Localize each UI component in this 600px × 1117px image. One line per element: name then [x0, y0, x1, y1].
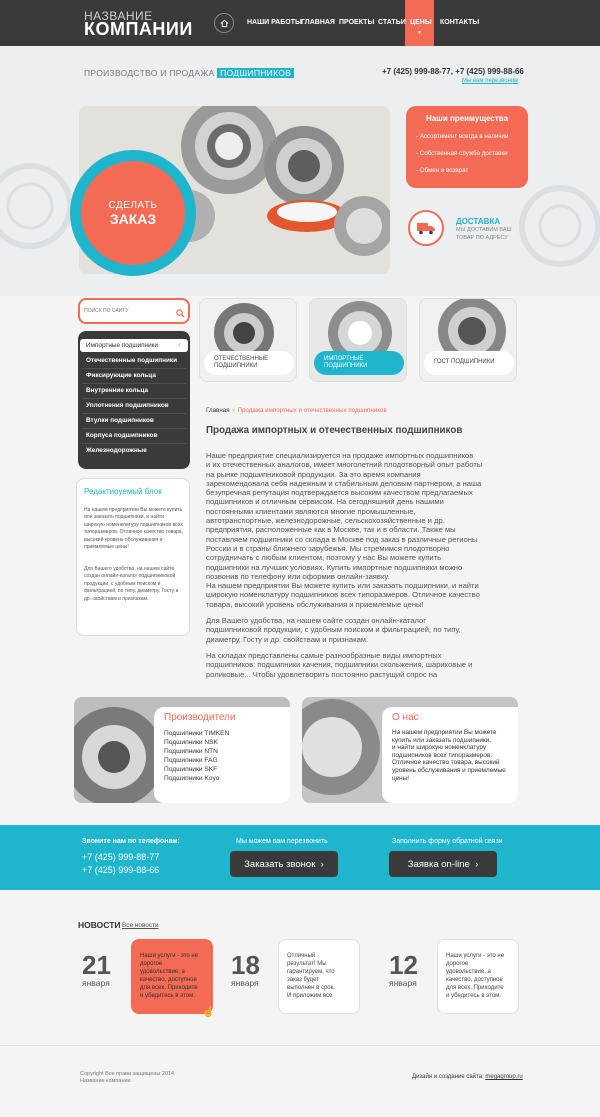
about-text: На нашем предприятии Вы можете купить или заказать подшипники, и найти широкую номенклатуру подшипников всех типоразмеров. Отличное качество товара, высокий уровень обслуживания и приемлемые цены!	[392, 729, 506, 782]
advantage-item: - Собственная служба доставки	[416, 150, 508, 157]
tagline: ПРОИЗВОДСТВО И ПРОДАЖА ПОДШИПНИКОВ	[84, 68, 294, 78]
manufacturer-link[interactable]: Подшипники Koyo	[164, 775, 220, 782]
nav-prices[interactable]: ЦЕНЫ	[410, 19, 432, 26]
callback-link[interactable]: Мы вам перезвоним	[462, 78, 519, 84]
catalog-item-inner-rings[interactable]: Внутренние кольца	[86, 387, 149, 394]
catalog-item-seals[interactable]: Уплотнения подшипников	[86, 402, 169, 409]
news-month: января	[82, 978, 110, 988]
advantages-panel	[406, 106, 528, 188]
manufacturer-link[interactable]: Подшипники NSK	[164, 739, 218, 746]
news-month: января	[231, 978, 259, 988]
catalog-item-housings[interactable]: Корпуса подшипников	[86, 432, 158, 439]
bar-phone: +7 (425) 999-88-77	[82, 852, 160, 862]
delivery-title[interactable]: ДОСТАВКА	[456, 217, 501, 226]
advantage-item: - Ассортимент всегда в наличии	[416, 133, 509, 140]
manufacturer-link[interactable]: Подшипники FAG	[164, 757, 218, 764]
news-month: января	[389, 978, 417, 988]
cursor-hand-icon: ☝	[202, 1007, 215, 1018]
we-call-label: Мы можем вам перезвонить	[236, 838, 328, 845]
bar-phone: +7 (425) 999-88-66	[82, 865, 160, 875]
manufacturer-link[interactable]: Подшипники SKF	[164, 766, 218, 773]
footer-divider	[0, 1045, 600, 1046]
news-title: НОВОСТИ	[78, 920, 121, 930]
nav-home[interactable]: ГЛАВНАЯ	[301, 19, 335, 26]
chevron-right-icon: ›	[475, 858, 479, 870]
manufacturer-link[interactable]: Подшипники TIMKEN	[164, 730, 230, 737]
company-name: Название компании	[80, 1078, 131, 1084]
article-paragraph: На нашем предприятии Вы можете купить или заказать подшипники, и найти широкую номенклатуру подшипников всех типоразмеров. Отличное качество товара, высокий уровень обслуживания и приемлемые цены!	[206, 581, 480, 609]
manufacturer-link[interactable]: Подшипники NTN	[164, 748, 218, 755]
page-title: Продажа импортных и отечественных подшипников	[206, 425, 463, 436]
order-label-1: СДЕЛАТЬ	[108, 199, 158, 211]
article-paragraph: Для Вашего удобства, на нашем сайте создан онлайн-каталог подшипниковой продукции, с удобным поиском и фильтрацией, по типу, диаметру, Госту и др. свойствам и признакам.	[206, 616, 461, 644]
search-input[interactable]	[84, 304, 172, 318]
header-phones: +7 (425) 999-88-77, +7 (425) 999-88-66	[382, 67, 524, 76]
chevron-right-icon: ›	[320, 858, 324, 870]
delivery-desc: МЫ ДОСТАВИМ ВАШ	[456, 227, 512, 233]
divider	[82, 413, 186, 414]
all-news-link[interactable]: Все новости	[122, 922, 159, 929]
news-item[interactable]: Отличный результат! Мы гарантируем, что заказ будет выполнен в срок. И приложим все	[278, 939, 360, 1014]
order-call-button[interactable]: Заказать звонок ›	[230, 851, 338, 877]
news-item[interactable]: Наши услуги - это не дорогое удовольствие, а качество, доступное для всех. Приходите и убедитесь в этом.	[131, 939, 213, 1014]
divider	[82, 428, 186, 429]
product-label: ОТЕЧЕСТВЕННЫЕ ПОДШИПНИКИ	[204, 351, 294, 375]
form-label: Заполнить форму обратной связи	[392, 838, 503, 845]
divider	[82, 368, 186, 369]
catalog-item-fixing-rings[interactable]: Фиксирующие кольца	[86, 372, 156, 379]
delivery-desc: ТОВАР ПО АДРЕСУ	[456, 235, 508, 241]
truck-icon	[408, 210, 444, 246]
product-label: ГОСТ ПОДШИПНИКИ	[424, 351, 514, 375]
about-card	[302, 697, 518, 803]
nav-contacts[interactable]: КОНТАКТЫ	[440, 19, 480, 26]
nav-our-works[interactable]: НАШИ РАБОТЫ	[247, 19, 302, 26]
breadcrumb-current: Продажа импортных и отечественных подшипников	[237, 407, 387, 414]
divider	[82, 383, 186, 384]
manufacturers-card	[74, 697, 290, 803]
editable-block-text: Для Вашего удобства, на нашем сайте создан онлайн-каталог подшипниковой продукции, с удобным поиском и фильтрацией, по типу, диаметру, Госту и др. свойствам и признакам.	[84, 566, 179, 602]
divider	[82, 443, 186, 444]
breadcrumb: Главная › Продажа импортных и отечественных подшипников	[206, 407, 387, 414]
catalog-item-domestic[interactable]: Отечественные подшипники	[86, 357, 178, 364]
catalog-item-bushings[interactable]: Втулки подшипников	[86, 417, 154, 424]
logo-top-text[interactable]: НАЗВАНИЕ	[84, 9, 153, 23]
home-icon[interactable]	[214, 13, 234, 33]
article-paragraph: Наше предприятие специализируется на продаже импортных подшипников и их отечественных аналогов, имеет многолетний плодотворный опыт работы на рынке подшипниковой продукции. За это время компания зарекомендовала себя надежным и стабильным деловым партнером, а наша безупречная репутация подтверждается высоким качеством предлагаемых подшипников и отличным сервисом. На сегодняшний день нашими постоянными клиентами являются многие промышленные, автотранспортные, железнодорожные, сельскохозяйственные и др. предприятия, расположенные как в Москве, так и в области. Также мы поставляем подшипники со склада в Москве под заказ в различные регионы России и в страны ближнего зарубежья. Мы стремимся плодотворно сотрудничать с любым клиентом, поэтому у нас Вы можете купить подшипники на лучших условиях. Купить импортные подшипники можно позвонив по телефону или оформив онлайн-заявку.	[206, 451, 483, 581]
product-tile-gost[interactable]	[419, 298, 517, 382]
nav-articles[interactable]: СТАТЬИ	[378, 19, 406, 26]
design-link[interactable]: megagroup.ru	[485, 1074, 523, 1080]
about-title: О нас	[392, 712, 419, 723]
editable-block	[76, 478, 190, 636]
news-day: 12	[389, 950, 418, 980]
search-icon[interactable]	[176, 305, 185, 323]
manufacturers-title: Производители	[164, 712, 236, 723]
chevron-down-icon: ▼	[417, 30, 422, 36]
nav-projects[interactable]: ПРОЕКТЫ	[339, 19, 375, 26]
catalog-item-imported[interactable]: Импортные подшипники	[86, 342, 159, 349]
catalog-item-railway[interactable]: Железнодорожные	[86, 447, 147, 454]
advantages-title: Наши преимущества	[425, 114, 509, 123]
divider	[82, 398, 186, 399]
online-request-button[interactable]: Заявка on-line ›	[389, 851, 497, 877]
news-item[interactable]: Наши услуги - это не дорогое удовольствие, а качество, доступное для всех. Приходите и убедитесь в этом.	[437, 939, 519, 1014]
chevron-left-icon: ‹	[178, 340, 181, 349]
editable-block-title: Редактируемый блок	[84, 487, 162, 496]
product-label: ИМПОРТНЫЕ ПОДШИПНИКИ	[314, 351, 404, 375]
article-paragraph: На складах представлены самые разнообразные виды импортных подшипников: подшипники качения, подшипники скольжения, шариковые и роликовые... Чтобы удовлетворить постоянно растущий спрос на	[206, 651, 473, 679]
news-day: 18	[231, 950, 260, 980]
product-tile-domestic[interactable]	[199, 298, 297, 382]
order-label-2: ЗАКАЗ	[109, 210, 157, 227]
product-tile-imported[interactable]	[309, 298, 407, 382]
editable-block-text: На нашем предприятии Вы можете купить или заказать подшипники, и найти широкую номенклатуру подшипников всех типоразмеров. Отличное качество товара, высокий уровень обслуживания и приемлемые цены!	[84, 507, 183, 551]
breadcrumb-home[interactable]: Главная	[206, 407, 230, 414]
call-us-label: Звоните нам по телефонам:	[82, 838, 180, 845]
logo-bottom-text[interactable]: КОМПАНИИ	[84, 19, 193, 39]
design-credit: Дизайн и создание сайта: megagroup.ru	[412, 1074, 523, 1080]
copyright: Copyright Все права защищены 2014	[80, 1071, 175, 1077]
advantage-item: - Обмен и возврат	[416, 167, 469, 174]
make-order-button[interactable]	[70, 150, 196, 276]
news-day: 21	[82, 950, 111, 980]
